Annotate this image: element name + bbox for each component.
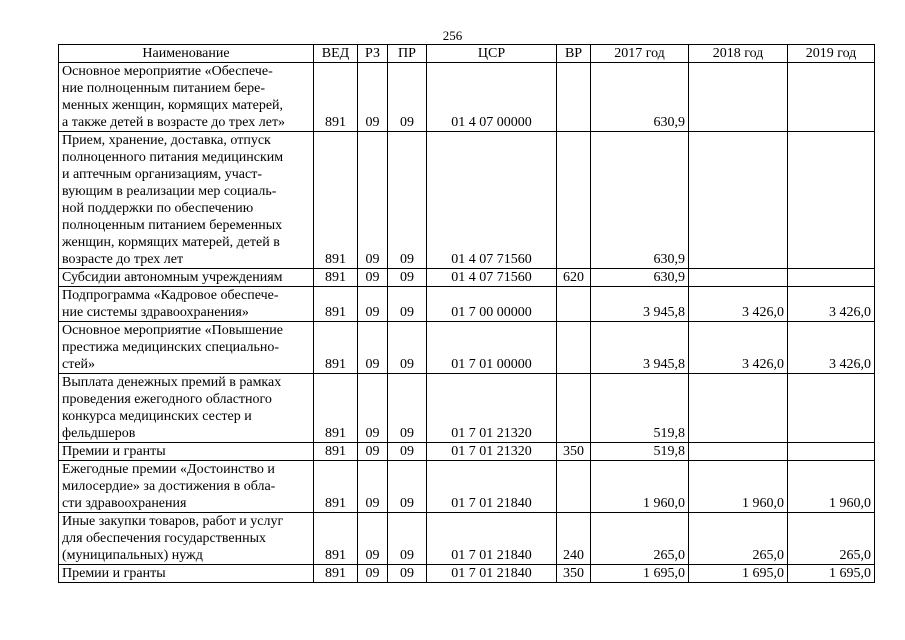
row-2018: [689, 374, 788, 443]
row-2018: 3 426,0: [689, 287, 788, 322]
header-ved: ВЕД: [314, 45, 358, 63]
table-row: [59, 513, 875, 565]
row-name: Подпрограмма «Кадровое обеспече- ние системы здравоохранения»: [59, 287, 314, 322]
row-ved: 891: [314, 269, 358, 287]
row-2019: 3 426,0: [788, 287, 875, 322]
row-ved: 891: [314, 63, 358, 132]
row-2018: [689, 269, 788, 287]
row-vr: [557, 461, 591, 513]
row-name: Ежегодные премии «Достоинство и милосердие» за достижения в обла- сти здравоохранения: [59, 461, 314, 513]
row-vr: 350: [557, 443, 591, 461]
row-ved: 891: [314, 443, 358, 461]
row-pr: 09: [388, 269, 427, 287]
row-rz: 09: [358, 513, 388, 565]
row-2017: 3 945,8: [591, 287, 689, 322]
row-2017: 630,9: [591, 269, 689, 287]
row-rz: 09: [358, 374, 388, 443]
header-vr: ВР: [557, 45, 591, 63]
row-2019: [788, 269, 875, 287]
row-rz: 09: [358, 287, 388, 322]
row-ved: 891: [314, 322, 358, 374]
row-2018: 1 960,0: [689, 461, 788, 513]
row-ved: 891: [314, 374, 358, 443]
row-csr: 01 7 01 21320: [427, 443, 557, 461]
row-2017: 265,0: [591, 513, 689, 565]
row-pr: 09: [388, 132, 427, 269]
row-2017: 630,9: [591, 63, 689, 132]
row-name: Прием, хранение, доставка, отпуск полноценного питания медицинским и аптечным организациям, участ- вующим в реализации мер социаль- ной поддержки по обеспечению полноценным питанием беременных женщин, кормящих матерей, детей в возрасте до трех лет: [59, 132, 314, 269]
header-rz: РЗ: [358, 45, 388, 63]
row-vr: [557, 374, 591, 443]
budget-table: [58, 44, 875, 583]
header-2018: 2018 год: [689, 45, 788, 63]
row-vr: 350: [557, 565, 591, 583]
row-csr: 01 7 01 21840: [427, 461, 557, 513]
header-csr: ЦСР: [427, 45, 557, 63]
row-name: Субсидии автономным учреждениям: [59, 269, 314, 287]
row-2017: 1 695,0: [591, 565, 689, 583]
row-csr: 01 4 07 71560: [427, 132, 557, 269]
table-row: [59, 132, 875, 269]
table-row: [59, 374, 875, 443]
table-row: [59, 63, 875, 132]
row-pr: 09: [388, 322, 427, 374]
row-name: Выплата денежных премий в рамках проведения ежегодного областного конкурса медицинских сестер и фельдшеров: [59, 374, 314, 443]
row-ved: 891: [314, 132, 358, 269]
row-ved: 891: [314, 287, 358, 322]
row-name: Основное мероприятие «Обеспече- ние полноценным питанием бере- менных женщин, кормящих матерей, а также детей в возрасте до трех лет»: [59, 63, 314, 132]
header-2019: 2019 год: [788, 45, 875, 63]
row-2017: 3 945,8: [591, 322, 689, 374]
row-pr: 09: [388, 513, 427, 565]
row-2019: [788, 63, 875, 132]
row-2019: 1 695,0: [788, 565, 875, 583]
row-csr: 01 4 07 71560: [427, 269, 557, 287]
header-name: Наименование: [59, 45, 314, 63]
row-2019: [788, 132, 875, 269]
row-name: Основное мероприятие «Повышение престижа медицинских специально- стей»: [59, 322, 314, 374]
row-csr: 01 7 01 21840: [427, 565, 557, 583]
row-ved: 891: [314, 461, 358, 513]
row-2019: 265,0: [788, 513, 875, 565]
row-2019: [788, 374, 875, 443]
row-vr: [557, 322, 591, 374]
row-name: Премии и гранты: [59, 565, 314, 583]
row-rz: 09: [358, 132, 388, 269]
row-2019: 3 426,0: [788, 322, 875, 374]
header-2017: 2017 год: [591, 45, 689, 63]
header-pr: ПР: [388, 45, 427, 63]
row-rz: 09: [358, 63, 388, 132]
row-2018: [689, 443, 788, 461]
row-name: Премии и гранты: [59, 443, 314, 461]
row-pr: 09: [388, 461, 427, 513]
row-2019: [788, 443, 875, 461]
row-vr: 240: [557, 513, 591, 565]
row-csr: 01 7 01 21840: [427, 513, 557, 565]
table-header-row: [59, 45, 875, 63]
row-pr: 09: [388, 63, 427, 132]
table-row: [59, 443, 875, 461]
row-rz: 09: [358, 565, 388, 583]
row-2017: 630,9: [591, 132, 689, 269]
row-csr: 01 7 00 00000: [427, 287, 557, 322]
row-2018: [689, 63, 788, 132]
row-2017: 519,8: [591, 443, 689, 461]
table-row: [59, 322, 875, 374]
row-2018: 265,0: [689, 513, 788, 565]
table-row: [59, 565, 875, 583]
row-rz: 09: [358, 322, 388, 374]
page-number: 256: [442, 28, 463, 43]
row-rz: 09: [358, 443, 388, 461]
row-name: Иные закупки товаров, работ и услуг для обеспечения государственных (муниципальных) нужд: [59, 513, 314, 565]
row-vr: [557, 287, 591, 322]
row-2018: 1 695,0: [689, 565, 788, 583]
row-pr: 09: [388, 287, 427, 322]
row-ved: 891: [314, 513, 358, 565]
row-2018: 3 426,0: [689, 322, 788, 374]
row-pr: 09: [388, 443, 427, 461]
row-2019: 1 960,0: [788, 461, 875, 513]
row-rz: 09: [358, 461, 388, 513]
row-csr: 01 4 07 00000: [427, 63, 557, 132]
row-csr: 01 7 01 21320: [427, 374, 557, 443]
table-row: [59, 287, 875, 322]
row-rz: 09: [358, 269, 388, 287]
row-vr: 620: [557, 269, 591, 287]
row-pr: 09: [388, 565, 427, 583]
row-2017: 1 960,0: [591, 461, 689, 513]
row-vr: [557, 63, 591, 132]
row-pr: 09: [388, 374, 427, 443]
row-csr: 01 7 01 00000: [427, 322, 557, 374]
row-vr: [557, 132, 591, 269]
table-row: [59, 461, 875, 513]
row-ved: 891: [314, 565, 358, 583]
row-2018: [689, 132, 788, 269]
table-row: [59, 269, 875, 287]
row-2017: 519,8: [591, 374, 689, 443]
